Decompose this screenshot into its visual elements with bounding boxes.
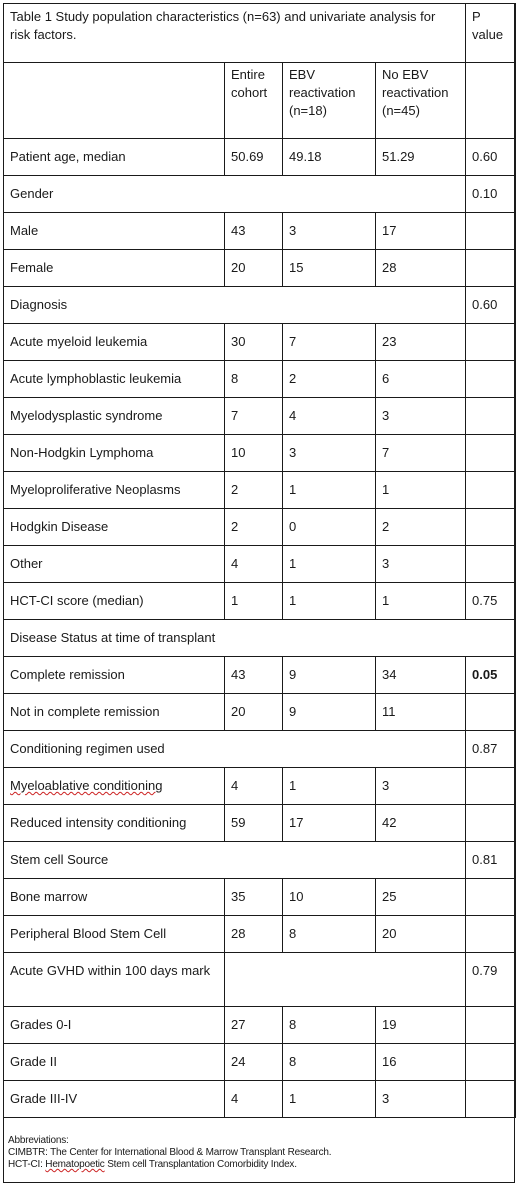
row-label: Non-Hodgkin Lymphoma xyxy=(4,435,225,472)
no-ebv-cell: 11 xyxy=(376,694,466,731)
table-row xyxy=(4,139,516,176)
table-row xyxy=(4,916,516,953)
table-row xyxy=(4,361,516,398)
ebv-cell: 1 xyxy=(283,546,376,583)
ebv-cell: 9 xyxy=(283,694,376,731)
column-header-row xyxy=(4,63,516,139)
footnote-hctci-word: Hematopoetic xyxy=(45,1159,105,1170)
ebv-reactivation-header: EBV reactivation (n=18) xyxy=(283,63,376,139)
no-ebv-reactivation-header: No EBV reactivation (n=45) xyxy=(376,63,466,139)
p-value-cell xyxy=(466,768,516,805)
row-label xyxy=(4,768,225,805)
p-value-cell: 0.60 xyxy=(466,287,516,324)
no-ebv-cell: 23 xyxy=(376,324,466,361)
entire-cohort-cell: 1 xyxy=(225,583,283,620)
entire-cohort-cell: 43 xyxy=(225,657,283,694)
ebv-cell: 7 xyxy=(283,324,376,361)
row-label: Acute lymphoblastic leukemia xyxy=(4,361,225,398)
no-ebv-cell: 2 xyxy=(376,509,466,546)
ebv-cell: 1 xyxy=(283,472,376,509)
footnote-hctci-rest: Stem cell Transplantation Comorbidity Index. xyxy=(104,1159,297,1170)
p-value-cell: 0.10 xyxy=(466,176,516,213)
table-row xyxy=(4,324,516,361)
section-label: Disease Status at time of transplant xyxy=(4,620,516,657)
p-value-cell xyxy=(466,361,516,398)
p-value-cell xyxy=(466,694,516,731)
row-label: Peripheral Blood Stem Cell xyxy=(4,916,225,953)
entire-cohort-cell: 2 xyxy=(225,472,283,509)
row-label: Reduced intensity conditioning xyxy=(4,805,225,842)
ebv-cell: 15 xyxy=(283,250,376,287)
p-value-cell: 0.75 xyxy=(466,583,516,620)
ebv-cell: 3 xyxy=(283,435,376,472)
table-row xyxy=(4,398,516,435)
p-value-header: P value xyxy=(466,4,516,63)
entire-cohort-cell: 59 xyxy=(225,805,283,842)
ebv-cell: 2 xyxy=(283,361,376,398)
table-section-row xyxy=(4,842,516,879)
no-ebv-cell: 6 xyxy=(376,361,466,398)
no-ebv-cell: 3 xyxy=(376,1081,466,1118)
table-row xyxy=(4,657,516,694)
row-label: HCT-CI score (median) xyxy=(4,583,225,620)
p-value-cell xyxy=(466,805,516,842)
table-row xyxy=(4,768,516,805)
table-row xyxy=(4,805,516,842)
table-row xyxy=(4,509,516,546)
entire-cohort-cell: 27 xyxy=(225,1007,283,1044)
no-ebv-cell: 1 xyxy=(376,472,466,509)
no-ebv-cell: 25 xyxy=(376,879,466,916)
entire-cohort-cell: 4 xyxy=(225,768,283,805)
ebv-cell: 1 xyxy=(283,768,376,805)
entire-cohort-cell: 35 xyxy=(225,879,283,916)
table-title-row xyxy=(4,4,516,63)
table-row xyxy=(4,1081,516,1118)
entire-cohort-cell: 4 xyxy=(225,1081,283,1118)
no-ebv-cell: 3 xyxy=(376,768,466,805)
study-population-table xyxy=(3,3,516,1118)
entire-cohort-cell: 24 xyxy=(225,1044,283,1081)
ebv-cell: 1 xyxy=(283,1081,376,1118)
footnote-cimbtr: CIMBTR: The Center for International Blood & Marrow Transplant Research. xyxy=(8,1147,332,1158)
ebv-cell: 17 xyxy=(283,805,376,842)
p-value-cell xyxy=(466,1007,516,1044)
table-row xyxy=(4,879,516,916)
p-value-cell xyxy=(466,1081,516,1118)
row-label: Grade II xyxy=(4,1044,225,1081)
table-row xyxy=(4,1044,516,1081)
p-value-cell xyxy=(466,398,516,435)
table-row xyxy=(4,1007,516,1044)
table-row xyxy=(4,694,516,731)
entire-cohort-cell: 50.69 xyxy=(225,139,283,176)
row-label: Other xyxy=(4,546,225,583)
section-label: Diagnosis xyxy=(4,287,466,324)
p-value-cell: 0.87 xyxy=(466,731,516,768)
p-value-cell xyxy=(466,916,516,953)
ebv-cell: 9 xyxy=(283,657,376,694)
p-value-cell xyxy=(466,509,516,546)
ebv-cell: 8 xyxy=(283,1007,376,1044)
entire-cohort-cell: 4 xyxy=(225,546,283,583)
entire-cohort-cell: 43 xyxy=(225,213,283,250)
row-label: Bone marrow xyxy=(4,879,225,916)
row-label: Grades 0-I xyxy=(4,1007,225,1044)
table-row xyxy=(4,213,516,250)
p-value-cell: 0.79 xyxy=(466,953,516,1007)
row-label: Myelodysplastic syndrome xyxy=(4,398,225,435)
table-row xyxy=(4,250,516,287)
abbreviations-footnote xyxy=(8,1135,508,1171)
p-value-cell: 0.60 xyxy=(466,139,516,176)
ebv-cell: 3 xyxy=(283,213,376,250)
table-section-row xyxy=(4,731,516,768)
entire-cohort-cell: 20 xyxy=(225,250,283,287)
row-label: Male xyxy=(4,213,225,250)
ebv-cell: 1 xyxy=(283,583,376,620)
entire-cohort-cell: 8 xyxy=(225,361,283,398)
table-section-row xyxy=(4,176,516,213)
empty-cell xyxy=(225,953,466,1007)
p-value-cell xyxy=(466,213,516,250)
no-ebv-cell: 34 xyxy=(376,657,466,694)
no-ebv-cell: 51.29 xyxy=(376,139,466,176)
p-value-cell xyxy=(466,472,516,509)
row-label: Hodgkin Disease xyxy=(4,509,225,546)
entire-cohort-cell: 7 xyxy=(225,398,283,435)
row-label: Myeloproliferative Neoplasms xyxy=(4,472,225,509)
no-ebv-cell: 7 xyxy=(376,435,466,472)
section-label: Acute GVHD within 100 days mark xyxy=(4,953,225,1007)
no-ebv-cell: 3 xyxy=(376,398,466,435)
no-ebv-cell: 3 xyxy=(376,546,466,583)
no-ebv-cell: 16 xyxy=(376,1044,466,1081)
row-label-text: Myeloablative conditioning xyxy=(10,778,163,793)
p-value-cell xyxy=(466,435,516,472)
ebv-cell: 0 xyxy=(283,509,376,546)
empty-p-header-cell xyxy=(466,63,516,139)
table-row xyxy=(4,435,516,472)
entire-cohort-cell: 10 xyxy=(225,435,283,472)
row-label: Grade III-IV xyxy=(4,1081,225,1118)
row-label: Female xyxy=(4,250,225,287)
p-value-cell xyxy=(466,879,516,916)
no-ebv-cell: 17 xyxy=(376,213,466,250)
table-section-row xyxy=(4,953,516,1007)
table-section-row xyxy=(4,287,516,324)
row-label: Acute myeloid leukemia xyxy=(4,324,225,361)
ebv-cell: 49.18 xyxy=(283,139,376,176)
entire-cohort-cell: 2 xyxy=(225,509,283,546)
ebv-cell: 10 xyxy=(283,879,376,916)
section-label: Conditioning regimen used xyxy=(4,731,466,768)
entire-cohort-cell: 30 xyxy=(225,324,283,361)
no-ebv-cell: 20 xyxy=(376,916,466,953)
table-row xyxy=(4,583,516,620)
entire-cohort-cell: 20 xyxy=(225,694,283,731)
abbreviations-heading: Abbreviations: xyxy=(8,1135,69,1146)
row-label: Patient age, median xyxy=(4,139,225,176)
table-title: Table 1 Study population characteristics (n=63) and univariate analysis for risk factors. xyxy=(4,4,466,63)
entire-cohort-cell: 28 xyxy=(225,916,283,953)
table-row xyxy=(4,546,516,583)
p-value-cell xyxy=(466,546,516,583)
no-ebv-cell: 28 xyxy=(376,250,466,287)
table-row xyxy=(4,472,516,509)
no-ebv-cell: 1 xyxy=(376,583,466,620)
table-section-row xyxy=(4,620,516,657)
p-value-cell xyxy=(466,250,516,287)
p-value-cell xyxy=(466,324,516,361)
ebv-cell: 4 xyxy=(283,398,376,435)
no-ebv-cell: 42 xyxy=(376,805,466,842)
no-ebv-cell: 19 xyxy=(376,1007,466,1044)
empty-header-cell xyxy=(4,63,225,139)
entire-cohort-header: Entire cohort xyxy=(225,63,283,139)
section-label: Gender xyxy=(4,176,466,213)
row-label: Not in complete remission xyxy=(4,694,225,731)
ebv-cell: 8 xyxy=(283,916,376,953)
footnote-hctci-prefix: HCT-CI: xyxy=(8,1159,46,1170)
p-value-cell: 0.81 xyxy=(466,842,516,879)
section-label: Stem cell Source xyxy=(4,842,466,879)
footnote-hctci xyxy=(8,1159,508,1171)
row-label: Complete remission xyxy=(4,657,225,694)
ebv-cell: 8 xyxy=(283,1044,376,1081)
p-value-cell: 0.05 xyxy=(466,657,516,694)
p-value-cell xyxy=(466,1044,516,1081)
